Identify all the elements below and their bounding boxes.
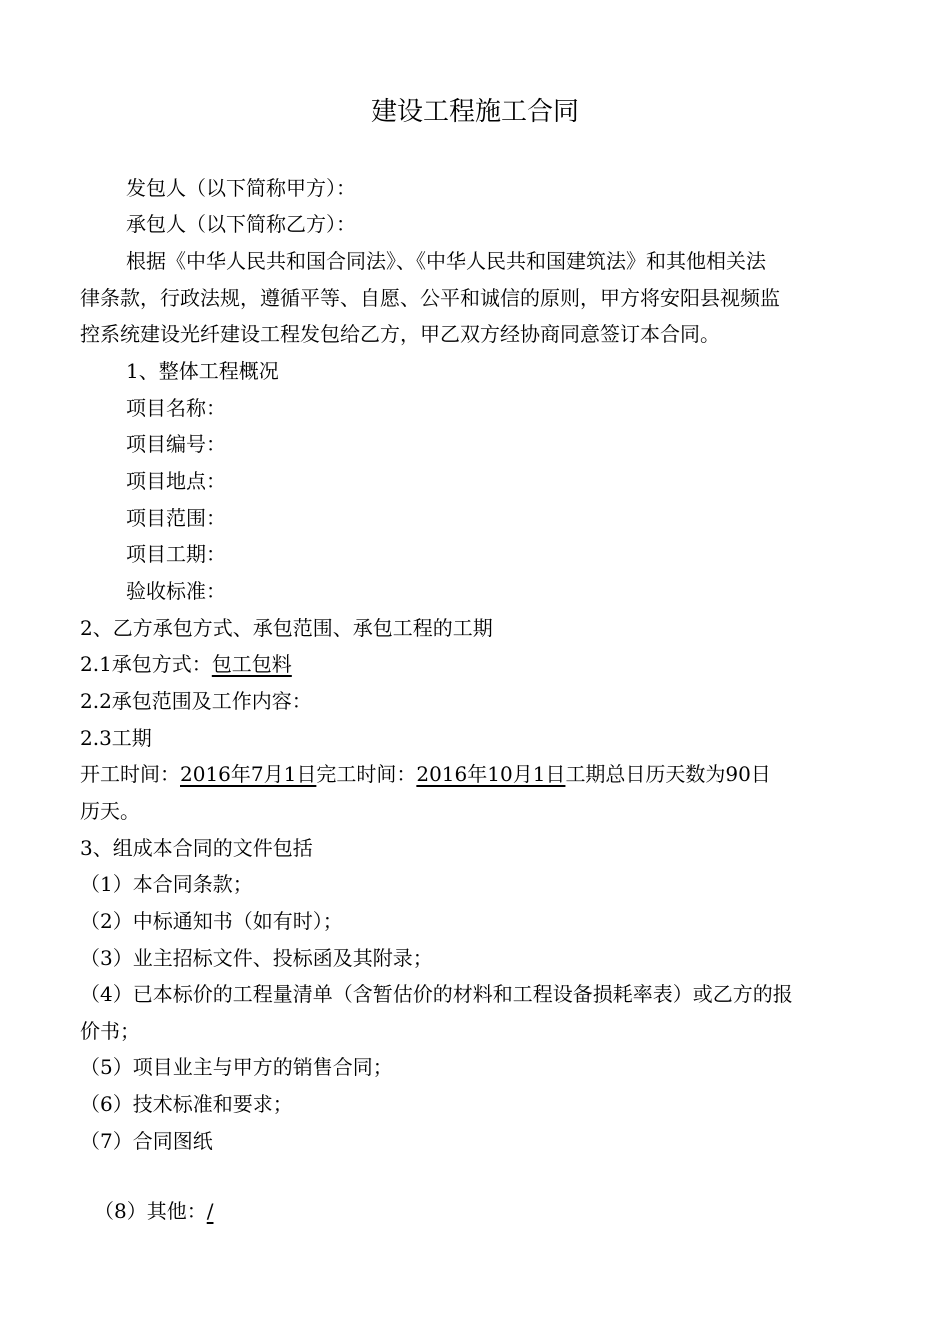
document-list-item: （5）项目业主与甲方的销售合同；	[80, 1055, 393, 1079]
project-period-field: 项目工期：	[126, 542, 226, 566]
intro-line-2: 律条款，行政法规，遵循平等、自愿、公平和诚信的原则，甲方将安阳县视频监	[80, 286, 780, 310]
other-documents-label: （8）其他：	[94, 1199, 207, 1223]
project-location-field: 项目地点：	[126, 469, 226, 493]
intro-line-1: 根据《中华人民共和国合同法》、《中华人民共和国建筑法》和其他相关法	[126, 249, 766, 273]
end-date-value: 2016年10月1日	[416, 762, 566, 786]
document-list-item: （7）合同图纸	[80, 1129, 213, 1153]
acceptance-standard-field: 验收标准：	[126, 579, 226, 603]
project-scope-field: 项目范围：	[126, 506, 226, 530]
total-days-continuation: 历天。	[80, 799, 140, 823]
other-documents-value: /	[206, 1199, 214, 1223]
contractor-line: 承包人（以下简称乙方）：	[126, 212, 356, 236]
employer-line: 发包人（以下简称甲方）：	[126, 176, 356, 200]
section1-heading: 1、整体工程概况	[126, 359, 279, 383]
schedule-line	[80, 760, 771, 788]
start-date-value: 2016年7月1日	[180, 762, 317, 786]
document-list-item: （3）业主招标文件、投标函及其附录；	[80, 946, 433, 970]
end-date-label: 完工时间：	[316, 762, 417, 786]
intro-line-3: 控系统建设光纤建设工程发包给乙方，甲乙双方经协商同意签订本合同。	[80, 322, 720, 346]
start-date-label: 开工时间：	[80, 762, 180, 786]
other-documents-line	[94, 1197, 213, 1225]
document-list-item: 价书；	[80, 1019, 140, 1043]
contract-scope-line: 2.2承包范围及工作内容：	[80, 689, 312, 713]
contract-period-heading: 2.3工期	[80, 726, 152, 750]
project-number-field: 项目编号：	[126, 432, 226, 456]
project-name-field: 项目名称：	[126, 396, 226, 420]
contract-mode-label: 2.1承包方式：	[80, 652, 212, 676]
page-title: 建设工程施工合同	[370, 97, 579, 127]
document-list-item: （6）技术标准和要求；	[80, 1092, 293, 1116]
contract-mode-line	[80, 650, 292, 678]
document-list-item: （4）已本标价的工程量清单（含暂估价的材料和工程设备损耗率表）或乙方的报	[80, 982, 793, 1006]
document-list-item: （1）本合同条款；	[80, 872, 253, 896]
section2-heading: 2、乙方承包方式、承包范围、承包工程的工期	[80, 616, 493, 640]
document-list-item: （2）中标通知书（如有时）；	[80, 909, 343, 933]
section3-heading: 3、组成本合同的文件包括	[80, 836, 313, 860]
total-days-text: 工期总日历天数为90日	[565, 762, 771, 786]
contract-mode-value: 包工包料	[211, 652, 292, 676]
